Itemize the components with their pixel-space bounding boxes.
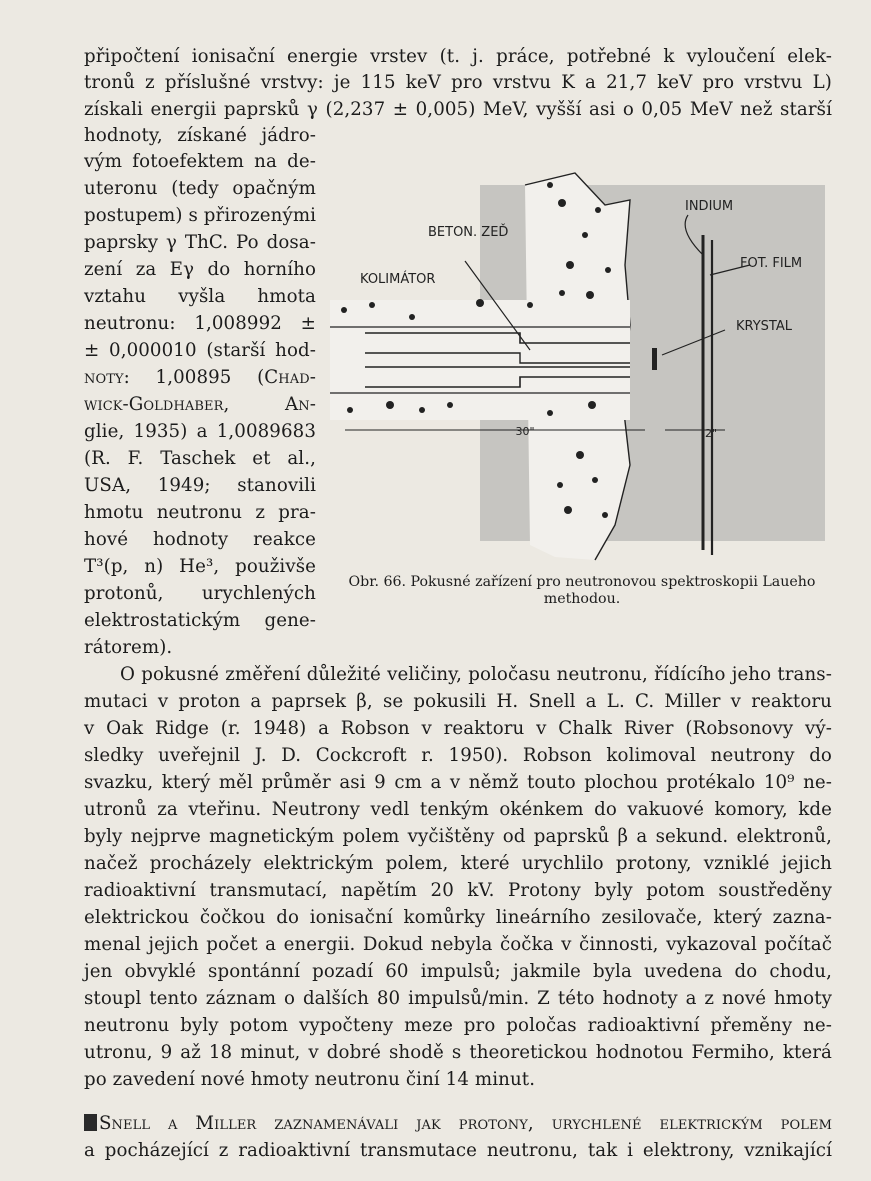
text-line: utronu, 9 až 18 minut, v dobré shodě s theoretickou hodnotou Fermiho, která bbox=[84, 1042, 832, 1063]
text-line: stoupl tento záznam o dalších 80 impulsů/min. Z této hodnoty a z nové hmoty bbox=[84, 988, 832, 1009]
text-line: hodnoty, získané jádro- bbox=[84, 125, 316, 146]
text-line: menal jejich počet a energii. Dokud nebyla čočka v činnosti, vykazoval počítač bbox=[84, 934, 832, 955]
text-line: svazku, který měl průměr asi 9 cm a v němž touto plochou protékalo 10⁹ ne- bbox=[84, 772, 832, 793]
text-line: jen obvyklé spontánní pozadí 60 impulsů; jakmile byla uvedena do chodu, bbox=[84, 961, 832, 982]
text-line: tronů z příslušné vrstvy: je 115 keV pro vrstvu K a 21,7 keV pro vrstvu L) bbox=[84, 72, 832, 93]
caption-line: Obr. 66. Pokusné zařízení pro neutronovou spektroskopii Laueho bbox=[348, 574, 816, 590]
text-line: vým fotoefektem na de- bbox=[84, 151, 316, 172]
text-line: ± 0,000010 (starší hod- bbox=[84, 340, 316, 361]
margin-mark-icon bbox=[84, 1114, 97, 1131]
text-line: wick-Goldhaber, An- bbox=[84, 394, 316, 415]
text-line: hové hodnoty reakce bbox=[84, 529, 316, 550]
text-line: paprsky γ ThC. Po dosa- bbox=[84, 232, 316, 253]
text-line: T³(p, n) He³, použivše bbox=[84, 556, 316, 577]
text-line-content: Snell a Miller zaznamenávali jak protony, urychlené elektrickým polem bbox=[99, 1113, 832, 1134]
text-line: sledky uveřejnil J. D. Cockcroft r. 1950). Robson kolimoval neutrony do bbox=[84, 745, 832, 766]
text-line: po zavedení nové hmoty neutronu činí 14 minut. bbox=[84, 1069, 536, 1090]
text-line: v Oak Ridge (r. 1948) a Robson v reaktoru v Chalk River (Robsonovy vý- bbox=[84, 718, 832, 739]
text-line: postupem) s přirozenými bbox=[84, 205, 317, 226]
experiment-setup-diagram bbox=[330, 165, 840, 565]
text-line: protonů, urychlených bbox=[84, 583, 316, 604]
text-line: připočtení ionisační energie vrstev (t. j. práce, potřebné k vyloučení elek- bbox=[84, 46, 832, 67]
text-line: získali energii paprsků γ (2,237 ± 0,005) MeV, vyšší asi o 0,05 MeV než starší bbox=[84, 99, 832, 120]
figure-diagram bbox=[330, 165, 840, 565]
text-line: elektrostatickým gene- bbox=[84, 610, 316, 631]
text-line: rátorem). bbox=[84, 637, 173, 658]
text-line: elektrickou čočkou do ionisační komůrky lineárního zesilovače, který zazna- bbox=[84, 907, 832, 928]
crystal-shape bbox=[652, 348, 657, 370]
text-line: O pokusné změření důležité veličiny, poločasu neutronu, řídícího jeho trans- bbox=[120, 664, 832, 685]
figure-caption bbox=[326, 574, 838, 608]
label-concrete-wall: BETON. ZEĎ bbox=[428, 225, 509, 240]
text-line: uteronu (tedy opačným bbox=[84, 178, 316, 199]
text-line: načež procházely elektrickým polem, které urychlilo protony, vzniklé jejich bbox=[84, 853, 832, 874]
text-line: (R. F. Taschek et al., bbox=[84, 448, 316, 469]
text-line: USA, 1949; stanovili bbox=[84, 475, 316, 496]
caption-line: methodou. bbox=[543, 591, 621, 607]
text-line: utronů za vteřinu. Neutrony vedl tenkým okénkem do vakuové komory, kde bbox=[84, 799, 832, 820]
text-line: zení za Eγ do horního bbox=[84, 259, 316, 280]
text-line: neutronu byly potom vypočteny meze pro poločas radioaktivní přeměny ne- bbox=[84, 1015, 832, 1036]
label-dimension-2: 2" bbox=[705, 427, 718, 440]
text-line: a pocházející z radioaktivní transmutace neutronu, tak i elektrony, vznikající bbox=[84, 1140, 832, 1161]
text-line: mutaci v proton a paprsek β, se pokusili H. Snell a L. C. Miller v reaktoru bbox=[84, 691, 832, 712]
label-dimension-30: 30" bbox=[515, 425, 535, 438]
label-collimator: KOLIMÁTOR bbox=[360, 272, 436, 287]
text-line: byly nejprve magnetickým polem vyčištěny od paprsků β a sekund. elektronů, bbox=[84, 826, 832, 847]
label-crystal: KRYSTAL bbox=[736, 319, 792, 334]
text-line bbox=[84, 1112, 832, 1136]
text-line: hmotu neutronu z pra- bbox=[84, 502, 316, 523]
text-line: neutronu: 1,008992 ± bbox=[84, 313, 316, 334]
text-line: glie, 1935) a 1,0089683 bbox=[84, 421, 316, 442]
collimator-area bbox=[330, 300, 630, 420]
label-indium: INDIUM bbox=[685, 199, 734, 214]
text-line: noty: 1,00895 (Chad- bbox=[84, 367, 316, 388]
text-line: vztahu vyšla hmota bbox=[84, 286, 316, 307]
label-photo-film: FOT. FILM bbox=[740, 256, 803, 271]
text-line: radioaktivní transmutací, napětím 20 kV. Protony byly potom soustředěny bbox=[84, 880, 832, 901]
